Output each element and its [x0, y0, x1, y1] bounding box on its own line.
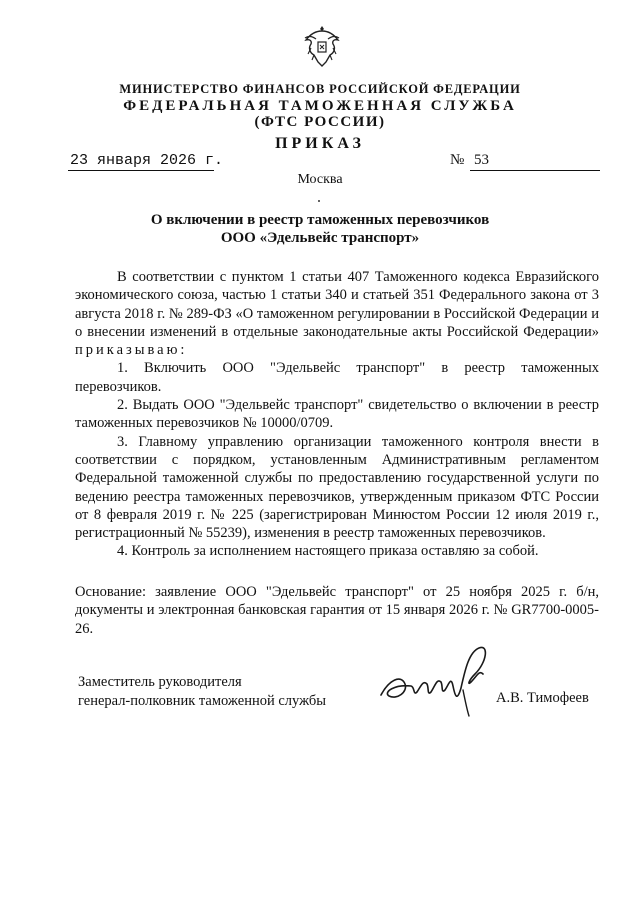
basis-section: [75, 583, 599, 638]
order-item-3: 3. Главному управлению организации таможенного контроля внести в соответствии с порядком, установленным Административным регламентом Федеральной таможенной службы по предоставлению государственной услуги по ведению реестра таможенных перевозчиков, утвержденным приказом ФТС России от 8 февраля 2019 г. № 225 (зарегистрирован Минюстом России 12 июля 2019 г., регистрационный № 55239), изменения в реестр таможенных перевозчиков.: [75, 433, 599, 542]
document-number: 53: [474, 152, 489, 168]
position-line-1: Заместитель руководителя: [78, 674, 242, 690]
service-short-name: (ФТС РОССИИ): [254, 114, 386, 130]
order-item-1: 1. Включить ООО "Эдельвейс транспорт" в реестр таможенных перевозчиков.: [75, 360, 599, 395]
order-body: [75, 268, 599, 561]
order-item-2: 2. Выдать ООО "Эдельвейс транспорт" свидетельство о включении в реестр таможенных перевозчиков № 10000/0709.: [75, 397, 599, 432]
title-line-1: О включении в реестр таможенных перевозчиков: [150, 212, 490, 228]
signatory-name: А.В. Тимофеев: [496, 690, 589, 706]
position-line-2: генерал-полковник таможенной службы: [78, 693, 327, 709]
stray-dot: [318, 200, 320, 202]
date-underline: [68, 170, 214, 171]
signatory-position: [78, 673, 326, 711]
state-emblem-icon: [302, 22, 342, 68]
title-line-2: ООО «Эдельвейс транспорт»: [220, 230, 420, 246]
preamble-paragraph: [75, 268, 599, 359]
preamble-text: В соответствии с пунктом 1 статьи 407 Таможенного кодекса Евразийского экономического союза, частью 1 статьи 340 и статьей 351 Федерального закона от 3 августа 2018 г. № 289-ФЗ «О таможенном регулировании в Российской Федерации и о внесении изменений в отдельные законодательные акты Российской Федерации»: [75, 269, 599, 340]
handwritten-signature: [375, 640, 500, 718]
basis-text: Основание: заявление ООО "Эдельвейс транспорт" от 25 ноября 2025 г. б/н, документы и электронная банковская гарантия от 15 января 2026 г. № GR7700-0005-26.: [75, 584, 599, 637]
document-type: ПРИКАЗ: [275, 135, 365, 152]
order-item-4: 4. Контроль за исполнением настоящего приказа оставляю за собой.: [117, 543, 539, 560]
number-underline: [470, 170, 600, 171]
ministry-name: МИНИСТЕРСТВО ФИНАНСОВ РОССИЙСКОЙ ФЕДЕРАЦИИ: [119, 82, 521, 96]
service-name: ФЕДЕРАЛЬНАЯ ТАМОЖЕННАЯ СЛУЖБА: [123, 98, 517, 114]
document-city: Москва: [297, 172, 343, 187]
order-word: приказываю:: [75, 342, 188, 359]
number-label: №: [450, 152, 465, 168]
document-date: 23 января 2026 г.: [70, 152, 224, 169]
